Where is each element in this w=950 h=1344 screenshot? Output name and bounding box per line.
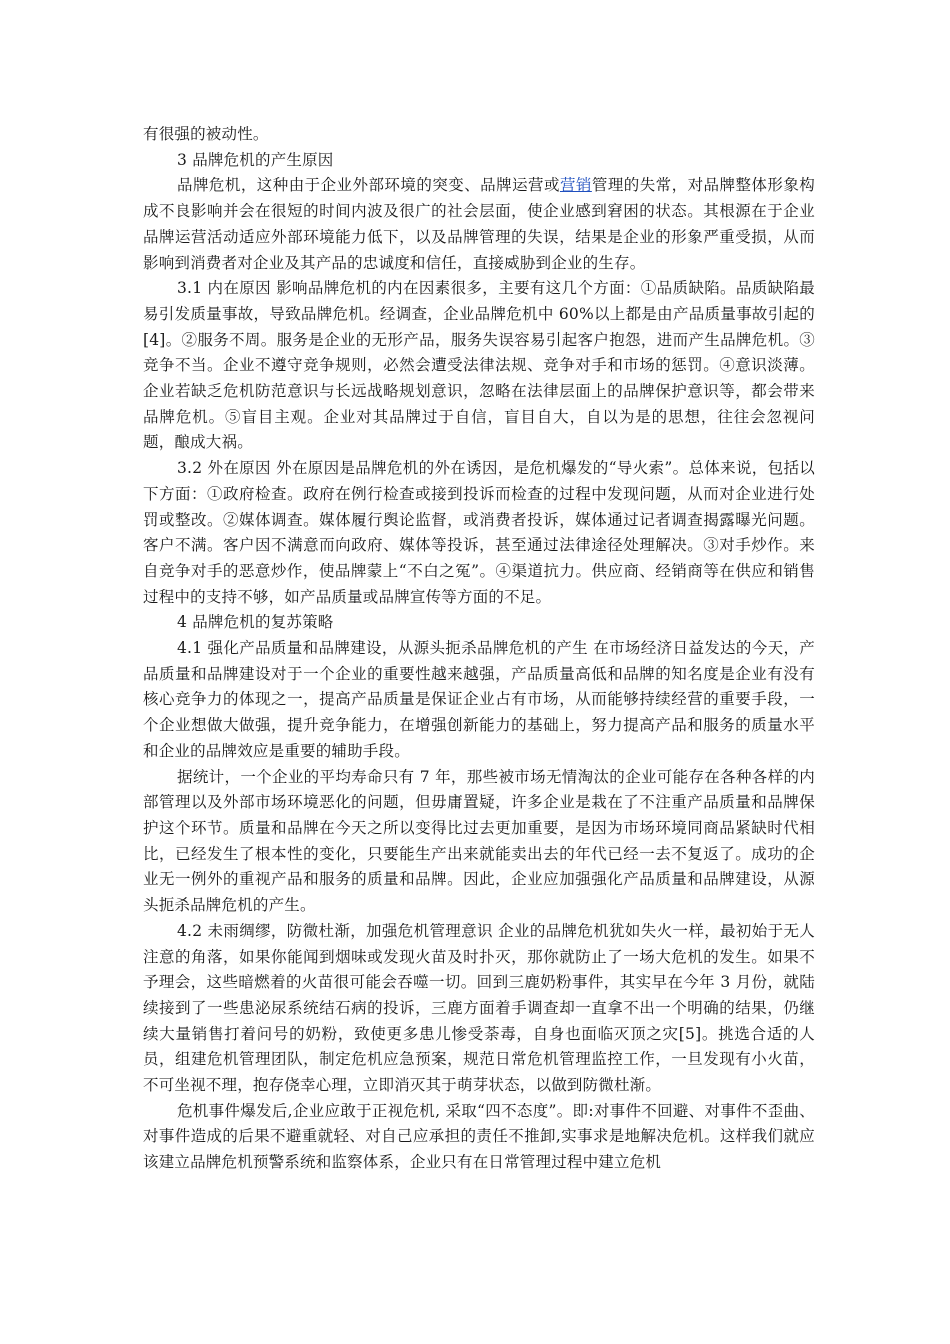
paragraph-text-start: 品牌危机，这种由于企业外部环境的突变、品牌运营或: [177, 176, 560, 195]
paragraph-external-causes: 3.2 外在原因 外在原因是品牌危机的外在诱因，是危机爆发的“导火索”。总体来说，包括以下方面：①政府检查。政府在例行检查或接到投诉而检查的过程中发现问题，从而对企业进行处罚或整改。②媒体调查。媒体履行舆论监督，或消费者投诉，媒体通过记者调查揭露曝光问题。客户不满。客户因不满意而向政府、媒体等投诉，甚至通过法律途径处理解决。③对手炒作。来自竞争对手的恶意炒作，使品牌蒙上“不白之冤”。④渠道抗力。供应商、经销商等在供应和销售过程中的支持不够，如产品质量或品牌宣传等方面的不足。: [143, 459, 815, 606]
paragraph-internal-causes: 3.1 内在原因 影响品牌危机的内在因素很多，主要有这几个方面：①品质缺陷。品质缺陷最易引发质量事故，导致品牌危机。经调查，企业品牌危机中 60%以上都是由产品质量事故引起的[4]。②服务不周。服务是企业的无形产品，服务失误容易引起客户抱怨，进而产生品牌危机。③竞争不当。企业不遵守竞争规则，必然会遭受法律法规、竞争对手和市场的惩罚。④意识淡薄。企业若缺乏危机防范意识与长远战略规划意识，忽略在法律层面上的品牌保护意识等，都会带来品牌危机。⑤盲目主观。企业对其品牌过于自信，盲目自大，自以为是的思想，往往会忽视问题，酿成大祸。: [143, 279, 815, 452]
paragraph-strategy-4-1: 4.1 强化产品质量和品牌建设，从源头扼杀品牌危机的产生 在市场经济日益发达的今天，产品质量和品牌建设对于一个企业的重要性越来越强，产品质量高低和品牌的知名度是企业有没有核心竞争力的体现之一，提高产品质量是保证企业占有市场，从而能够持续经营的重要手段，一个企业想做大做强，提升竞争能力，在增强创新能力的基础上，努力提高产品和服务的质量水平和企业的品牌效应是重要的辅助手段。: [143, 639, 815, 760]
paragraph-crisis-response: 危机事件爆发后,企业应敢于正视危机, 采取“四不态度”。即:对事件不回避、对事件不歪曲、对事件造成的后果不避重就轻、对自己应承担的责任不推卸,实事求是地解决危机。这样我们就应该建立品牌危机预警系统和监察体系，企业只有在日常管理过程中建立危机: [143, 1101, 815, 1172]
paragraph-text-end: 管理的失常，对品牌整体形象构成不良影响并会在很短的时间内波及很广的社会层面，使企业感到窘困的状态。其根源在于企业品牌运营活动适应外部环境能力低下，以及品牌管理的失误，结果是企业的形象严重受损，从而影响到消费者对企业及其产品的忠诚度和信任，直接威胁到企业的生存。: [143, 176, 815, 272]
paragraph-statistics: 据统计，一个企业的平均寿命只有 7 年，那些被市场无情淘汰的企业可能存在各种各样的内部管理以及外部市场环境恶化的问题，但毋庸置疑，许多企业是栽在了不注重产品质量和品牌保护这个环节。质量和品牌在今天之所以变得比过去更加重要，是因为市场环境同商品紧缺时代相比，已经发生了根本性的变化，只要能生产出来就能卖出去的年代已经一去不复返了。成功的企业无一例外的重视产品和服务的质量和品牌。因此，企业应加强强化产品质量和品牌建设，从源头扼杀品牌危机的产生。: [143, 767, 815, 915]
document-body: [143, 122, 815, 1176]
paragraph-brand-crisis-definition: [143, 173, 815, 276]
section-heading-4: 4 品牌危机的复苏策略: [177, 613, 334, 632]
section-heading-3: 3 品牌危机的产生原因: [177, 150, 334, 169]
marketing-link[interactable]: 营销: [559, 176, 592, 195]
paragraph-strategy-4-2: 4.2 未雨绸缪，防微杜渐，加强危机管理意识 企业的品牌危机犹如失火一样，最初始于无人注意的角落，如果你能闻到烟味或发现火苗及时扑灭，那你就防止了一场大危机的发生。如果不予理会，这些暗燃着的火苗很可能会吞噬一切。回到三鹿奶粉事件，其实早在今年 3 月份，就陆续接到了一些患泌尿系统结石病的投诉，三鹿方面着手调查却一直拿不出一个明确的结果，仍继续大量销售打着问号的奶粉，致使更多患儿惨受荼毒，自身也面临灭顶之灾[5]。挑选合适的人员，组建危机管理团队，制定危机应急预案，规范日常危机管理监控工作，一旦发现有小火苗，不可坐视不理，抱存侥幸心理，立即消灭其于萌芽状态，以做到防微杜渐。: [143, 921, 815, 1095]
paragraph-continuation: 有很强的被动性。: [143, 125, 269, 143]
